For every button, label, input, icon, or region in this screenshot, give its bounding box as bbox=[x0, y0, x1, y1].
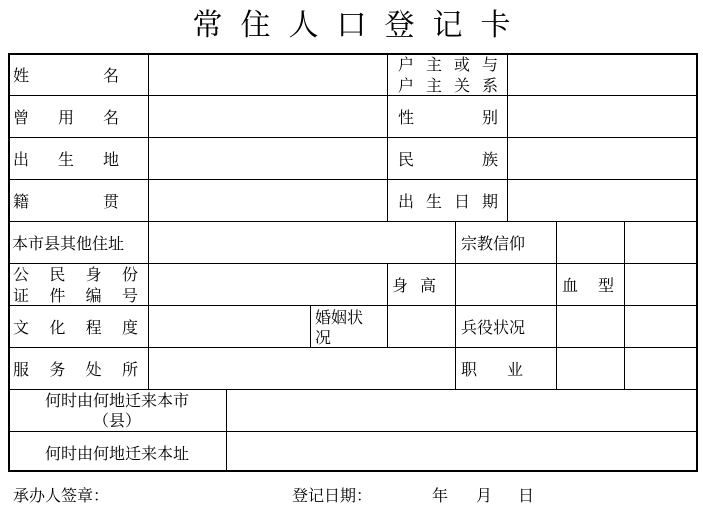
row-divider bbox=[8, 389, 698, 390]
col-divider bbox=[507, 53, 508, 221]
label-native-place: 籍贯 bbox=[13, 192, 119, 211]
col-divider bbox=[148, 53, 149, 389]
label-moved-city-line1: 何时由何地迁来本市 bbox=[44, 391, 189, 410]
label-military: 兵役状况 bbox=[461, 318, 526, 337]
label-blood-type: 血型 bbox=[562, 276, 614, 295]
label-gender: 性别 bbox=[398, 108, 498, 127]
col-divider bbox=[387, 53, 388, 221]
label-former-name: 曾用名 bbox=[13, 108, 119, 127]
row-divider bbox=[8, 179, 698, 180]
label-name: 姓名 bbox=[13, 66, 119, 85]
row-divider bbox=[8, 431, 698, 432]
label-marital-line2: 况 bbox=[315, 328, 332, 347]
label-workplace: 服务处所 bbox=[13, 360, 138, 379]
handler-signature-label: 承办人签章： bbox=[13, 486, 110, 505]
col-divider bbox=[556, 221, 557, 389]
label-height: 身高 bbox=[392, 276, 436, 295]
label-relation-line1: 户主或与 bbox=[398, 55, 498, 74]
col-divider bbox=[387, 263, 388, 347]
row-divider bbox=[8, 347, 698, 348]
year-label: 年 bbox=[432, 486, 449, 505]
day-label: 日 bbox=[518, 486, 535, 505]
label-ethnicity: 民族 bbox=[398, 150, 498, 169]
label-other-address: 本市县其他住址 bbox=[12, 234, 125, 253]
label-id-line1: 公民身份 bbox=[13, 265, 138, 284]
page-title: 常住人口登记卡 bbox=[192, 8, 529, 43]
label-education: 文化程度 bbox=[13, 318, 138, 337]
label-marital-line1: 婚姻状 bbox=[315, 308, 364, 327]
col-divider bbox=[226, 389, 227, 472]
col-divider bbox=[455, 221, 456, 389]
col-divider bbox=[310, 305, 311, 347]
label-birthplace: 出生地 bbox=[13, 150, 119, 169]
label-birth-date: 出生日期 bbox=[398, 192, 498, 211]
row-divider bbox=[8, 95, 698, 96]
col-divider bbox=[624, 221, 625, 389]
label-moved-city-line2: （县） bbox=[92, 411, 141, 430]
row-divider bbox=[8, 221, 698, 222]
row-divider bbox=[8, 263, 698, 264]
label-relation-line2: 户主关系 bbox=[398, 76, 498, 95]
label-religion: 宗教信仰 bbox=[461, 234, 526, 253]
row-divider bbox=[8, 137, 698, 138]
month-label: 月 bbox=[476, 486, 493, 505]
registration-date-label: 登记日期： bbox=[292, 486, 373, 505]
label-occupation: 职业 bbox=[461, 360, 523, 379]
label-moved-address: 何时由何地迁来本址 bbox=[44, 444, 189, 463]
label-id-line2: 证件编号 bbox=[13, 286, 138, 305]
